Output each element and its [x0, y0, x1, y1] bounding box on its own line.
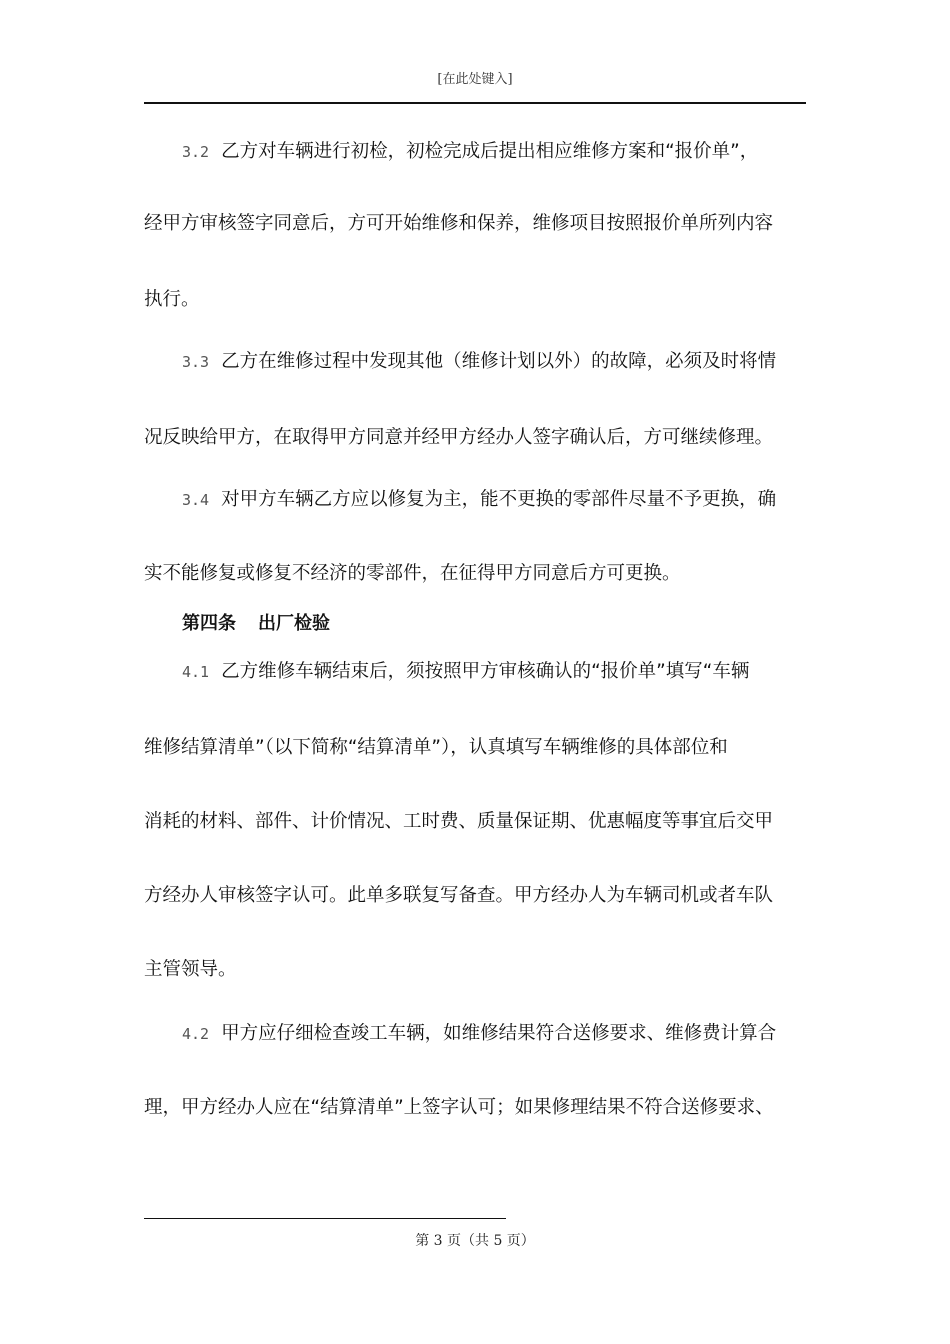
- clause-text: 乙方维修车辆结束后，须按照甲方审核确认的“报价单”填写“车辆: [221, 661, 750, 682]
- article-4-heading: [182, 612, 862, 636]
- clause-4-1-line-4: 方经办人审核签字认可。此单多联复写备查。甲方经办人为车辆司机或者车队: [144, 885, 774, 906]
- article-title: 出厂检验: [258, 613, 330, 634]
- page-footer: 第 3 页（共 5 页）: [415, 1233, 535, 1249]
- clause-number: 3.4: [182, 491, 210, 509]
- page-header: [在此处键入]: [437, 72, 513, 87]
- clause-3-2-line-3: 执行。: [144, 289, 200, 310]
- clause-3-2-line-1: [182, 140, 862, 164]
- clause-text: 甲方应仔细检查竣工车辆，如维修结果符合送修要求、维修费计算合: [221, 1023, 777, 1044]
- clause-3-4-line-2: 实不能修复或修复不经济的零部件，在征得甲方同意后方可更换。: [144, 563, 681, 584]
- clause-3-3-line-1: [182, 350, 862, 374]
- clause-3-3-line-2: 况反映给甲方，在取得甲方同意并经甲方经办人签字确认后，方可继续修理。: [144, 427, 774, 448]
- clause-3-2-line-2: 经甲方审核签字同意后，方可开始维修和保养，维修项目按照报价单所列内容: [144, 213, 774, 234]
- header-divider: [144, 102, 806, 104]
- clause-number: 4.2: [182, 1025, 210, 1043]
- clause-text: 对甲方车辆乙方应以修复为主，能不更换的零部件尽量不予更换，确: [221, 489, 777, 510]
- footer-divider: [144, 1218, 506, 1219]
- clause-4-1-line-5: 主管领导。: [144, 959, 237, 980]
- clause-text: 乙方在维修过程中发现其他（维修计划以外）的故障，必须及时将情: [221, 351, 777, 372]
- clause-4-1-line-2: 维修结算清单”（以下简称“结算清单”），认真填写车辆维修的具体部位和: [144, 737, 728, 758]
- clause-text: 乙方对车辆进行初检，初检完成后提出相应维修方案和“报价单”，: [221, 141, 759, 162]
- clause-number: 3.3: [182, 353, 210, 371]
- clause-3-4-line-1: [182, 488, 862, 512]
- clause-4-2-line-1: [182, 1022, 862, 1046]
- article-label: 第四条: [182, 613, 236, 634]
- clause-4-1-line-1: [182, 660, 862, 684]
- clause-number: 4.1: [182, 663, 210, 681]
- clause-number: 3.2: [182, 143, 210, 161]
- clause-4-2-line-2: 理，甲方经办人应在“结算清单”上签字认可；如果修理结果不符合送修要求、: [144, 1097, 774, 1118]
- clause-4-1-line-3: 消耗的材料、部件、计价情况、工时费、质量保证期、优惠幅度等事宜后交甲: [144, 811, 774, 832]
